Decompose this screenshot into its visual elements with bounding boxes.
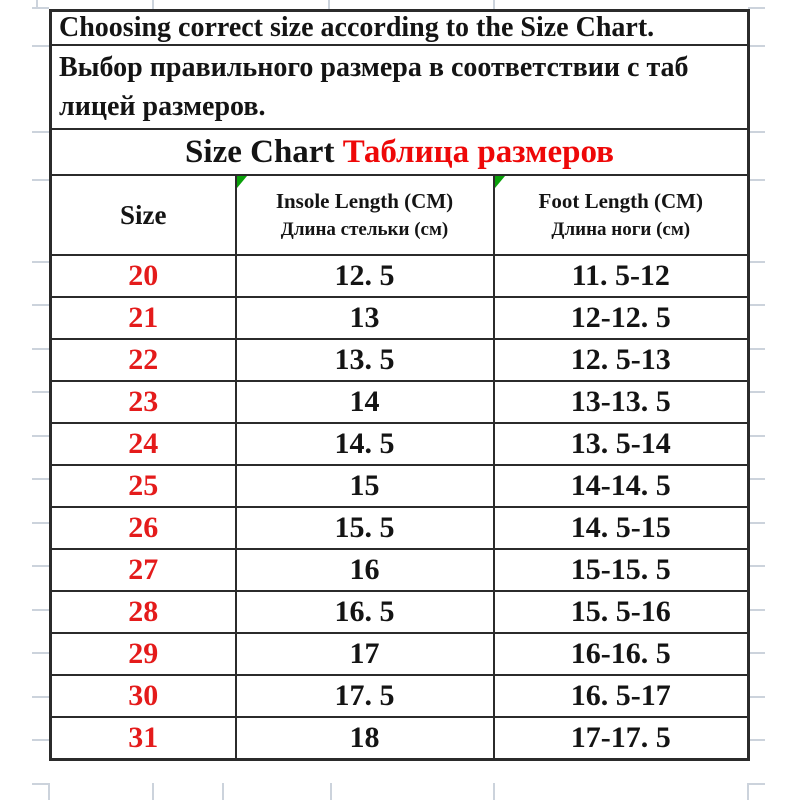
foot-cell: 15-15. 5 [494,549,749,591]
gridline-tick [32,478,49,480]
gridline-tick [328,0,330,9]
gridline-tick [32,696,49,698]
size-cell: 31 [51,717,236,760]
title-row-english [51,11,749,46]
foot-cell: 12. 5-13 [494,339,749,381]
gridline-tick [32,739,49,741]
gridline-tick [747,783,749,800]
gridline-tick [36,0,38,9]
size-table-row [51,381,749,423]
gridline-tick [32,131,49,133]
foot-cell: 13-13. 5 [494,381,749,423]
gridline-tick [32,304,49,306]
chart-title [51,129,749,175]
gridline-tick [493,0,495,9]
insole-cell: 18 [236,717,494,760]
size-cell: 21 [51,297,236,339]
gridline-tick [748,696,765,698]
gridline-tick [222,783,224,800]
gridline-tick [748,179,765,181]
insole-cell: 17 [236,633,494,675]
gridline-tick [748,261,765,263]
insole-cell: 12. 5 [236,255,494,297]
error-indicator-icon [237,176,247,188]
gridline-tick [152,783,154,800]
gridline-tick [32,7,49,9]
gridline-tick [748,7,765,9]
gridline-tick [748,131,765,133]
gridline-tick [748,391,765,393]
size-table-row [51,717,749,760]
col-header-foot-ru: Длина ноги (см) [551,219,691,240]
size-chart-table [49,9,750,761]
size-table-row [51,633,749,675]
title-russian-line1: Выбор правильного размера в соответствии с таб [59,52,689,83]
insole-cell: 13. 5 [236,339,494,381]
size-table-row [51,465,749,507]
gridline-tick [32,45,49,47]
size-cell: 26 [51,507,236,549]
size-cell: 27 [51,549,236,591]
gridline-tick [32,565,49,567]
gridline-tick [748,609,765,611]
size-cell: 25 [51,465,236,507]
size-cell: 29 [51,633,236,675]
size-table-row [51,507,749,549]
foot-cell: 14. 5-15 [494,507,749,549]
chart-title-row [51,129,749,175]
gridline-tick [32,435,49,437]
size-table-row [51,423,749,465]
column-header-row [51,175,749,255]
size-cell: 28 [51,591,236,633]
insole-cell: 14 [236,381,494,423]
gridline-tick [32,609,49,611]
gridline-tick [32,261,49,263]
size-table-row [51,255,749,297]
size-cell: 30 [51,675,236,717]
gridline-tick [748,304,765,306]
gridline-tick [748,522,765,524]
insole-cell: 16 [236,549,494,591]
insole-cell: 14. 5 [236,423,494,465]
gridline-tick [748,45,765,47]
foot-cell: 17-17. 5 [494,717,749,760]
size-table-row [51,675,749,717]
gridline-tick [330,783,332,800]
col-header-foot-en: Foot Length (CM) [538,189,703,213]
foot-cell: 11. 5-12 [494,255,749,297]
col-header-insole-en: Insole Length (CM) [275,189,454,213]
gridline-tick [32,652,49,654]
gridline-tick [32,179,49,181]
gridline-tick [748,652,765,654]
gridline-tick [32,348,49,350]
size-table-row [51,591,749,633]
col-header-size: Size [51,175,236,255]
col-header-insole-ru: Длина стельки (см) [280,219,449,240]
gridline-tick [748,478,765,480]
foot-cell: 14-14. 5 [494,465,749,507]
gridline-tick [748,348,765,350]
gridline-tick [32,522,49,524]
col-header-insole [236,175,494,255]
gridline-tick [748,435,765,437]
foot-cell: 12-12. 5 [494,297,749,339]
size-cell: 24 [51,423,236,465]
chart-title-english: Size Chart [185,134,335,170]
insole-cell: 15. 5 [236,507,494,549]
insole-cell: 17. 5 [236,675,494,717]
gridline-tick [152,0,154,9]
gridline-tick [748,783,765,785]
gridline-tick [32,391,49,393]
gridline-tick [48,783,50,800]
title-english: Choosing correct size according to the Size Chart. [51,11,749,46]
size-table-row [51,297,749,339]
col-header-foot [494,175,749,255]
foot-cell: 15. 5-16 [494,591,749,633]
size-cell: 22 [51,339,236,381]
foot-cell: 16. 5-17 [494,675,749,717]
gridline-tick [748,739,765,741]
gridline-tick [493,783,495,800]
title-russian-line2: лицей размеров. [59,91,266,122]
error-indicator-icon [495,176,505,188]
title-russian [51,45,749,129]
chart-title-russian: Таблица размеров [342,134,614,170]
size-cell: 20 [51,255,236,297]
foot-cell: 13. 5-14 [494,423,749,465]
size-cell: 23 [51,381,236,423]
insole-cell: 16. 5 [236,591,494,633]
title-row-russian [51,45,749,129]
insole-cell: 15 [236,465,494,507]
foot-cell: 16-16. 5 [494,633,749,675]
gridline-tick [32,783,49,785]
insole-cell: 13 [236,297,494,339]
chart-title-space [334,134,342,170]
gridline-tick [748,565,765,567]
size-table-row [51,339,749,381]
size-table-row [51,549,749,591]
